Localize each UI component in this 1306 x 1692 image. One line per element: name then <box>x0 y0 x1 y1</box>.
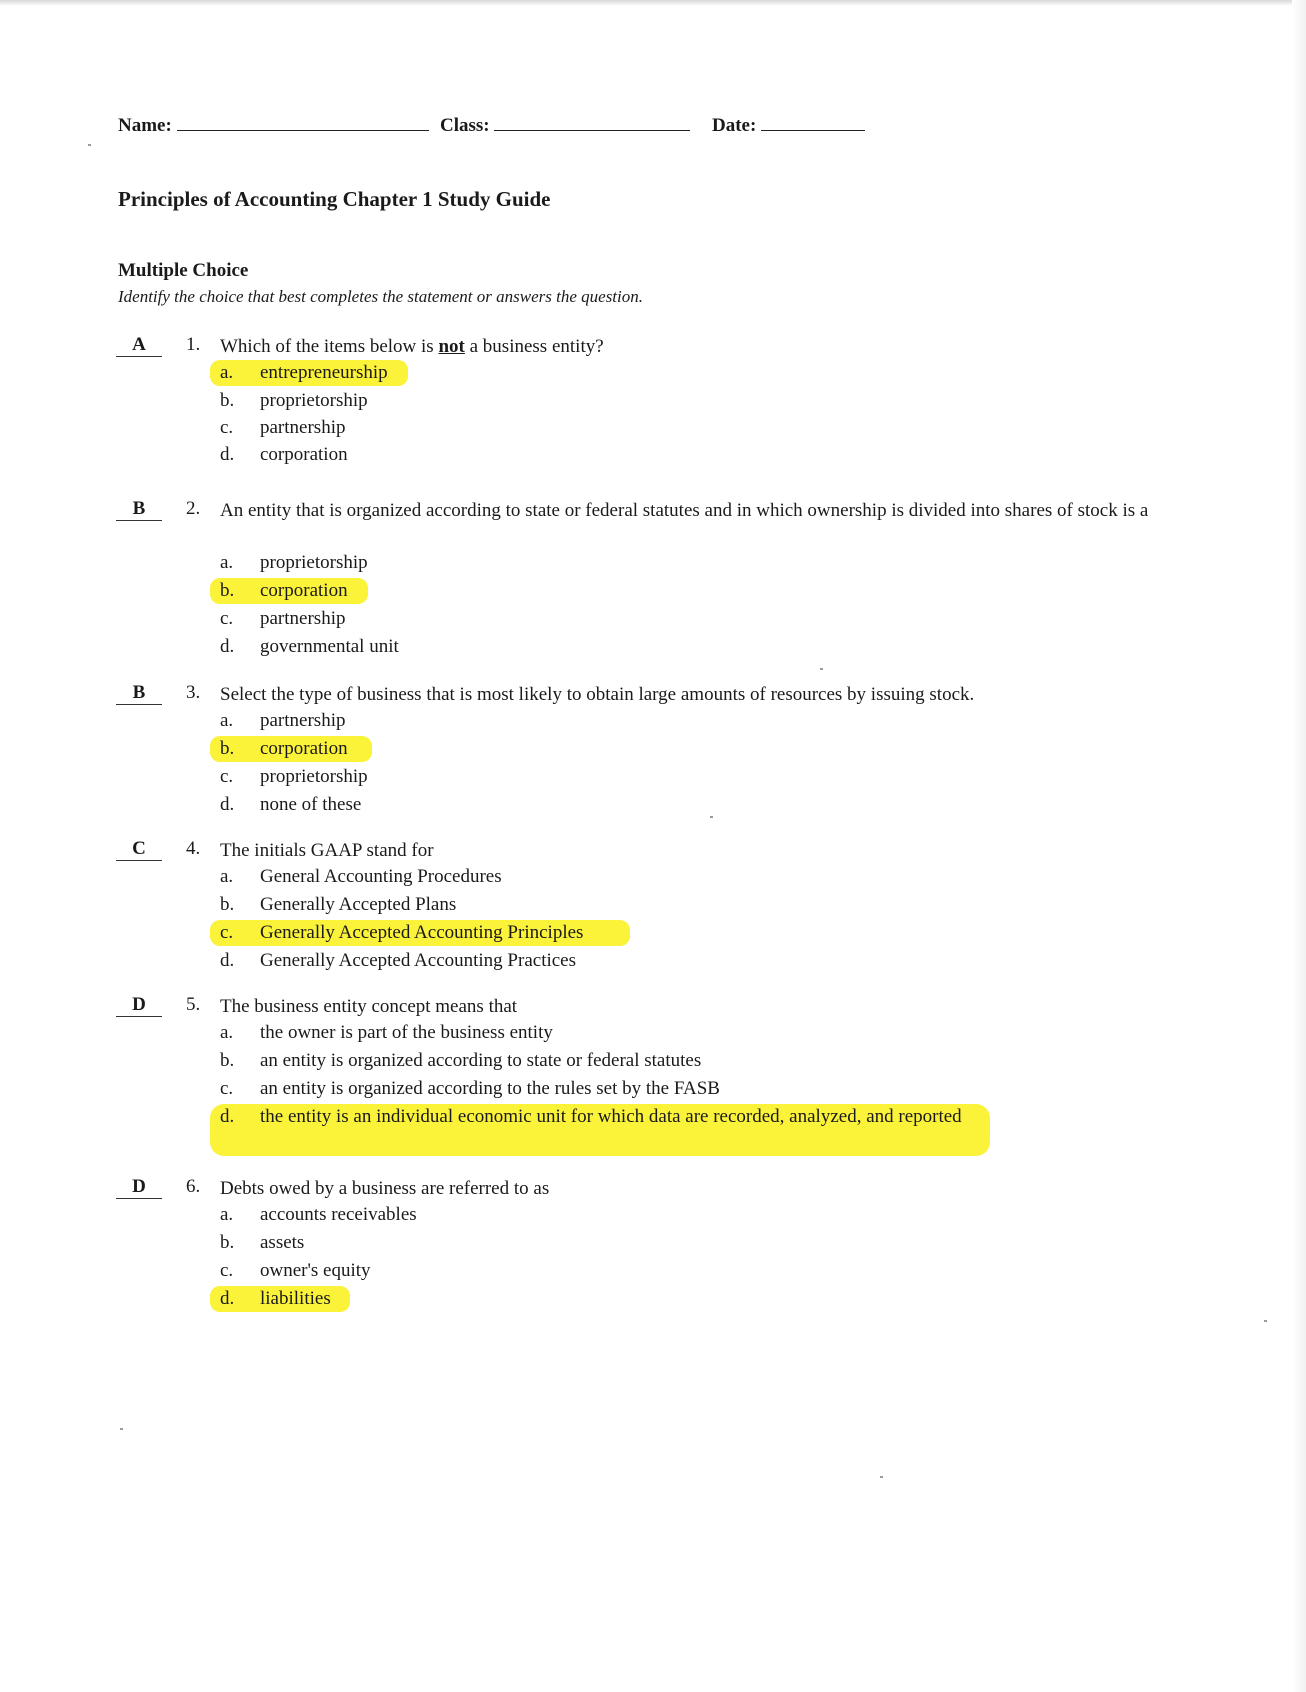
choice-letter: b. <box>220 894 235 915</box>
name-blank <box>177 114 429 131</box>
choice-letter: c. <box>220 1078 234 1099</box>
choice-letter: c. <box>220 417 234 438</box>
question-text: Select the type of business that is most likely to obtain large amounts of resources by issuing stock. <box>220 684 975 705</box>
choice-text: Generally Accepted Plans <box>260 894 457 915</box>
scan-edge-right <box>1292 0 1306 1692</box>
scan-speck <box>880 1476 883 1478</box>
section-instructions: Identify the choice that best completes the statement or answers the question. <box>118 287 643 306</box>
class-label: Class: <box>440 115 490 136</box>
question-text: The business entity concept means that <box>220 996 518 1017</box>
scan-speck <box>120 1428 123 1430</box>
emphasis-word: not <box>438 336 465 357</box>
choice-letter: a. <box>220 1204 234 1225</box>
choice-letter: d. <box>220 1288 235 1309</box>
choice-letter: a. <box>220 552 234 573</box>
choice-letter: d. <box>220 1106 235 1127</box>
choice-text: an entity is organized according to the rules set by the FASB <box>260 1078 720 1099</box>
choice-text: proprietorship <box>260 390 368 411</box>
question-text <box>220 334 1180 359</box>
class-blank <box>494 114 690 131</box>
choice-text: assets <box>260 1232 305 1253</box>
answer-key: A <box>116 334 162 357</box>
choice-text: governmental unit <box>260 636 399 657</box>
answer-key: D <box>116 994 162 1017</box>
choice-text: none of these <box>260 794 362 815</box>
question-number: 3. <box>186 682 201 703</box>
answer-key: B <box>116 498 162 521</box>
question-number: 6. <box>186 1176 201 1197</box>
name-field <box>118 114 429 137</box>
choice-letter: d. <box>220 794 235 815</box>
choice-text: owner's equity <box>260 1260 371 1281</box>
choice-letter: b. <box>220 1232 235 1253</box>
choice-letter: c. <box>220 922 234 943</box>
choice-text: corporation <box>260 444 348 465</box>
question-text: The initials GAAP stand for <box>220 840 434 861</box>
question-number: 1. <box>186 334 201 355</box>
page-title: Principles of Accounting Chapter 1 Study Guide <box>118 187 551 211</box>
question-number: 2. <box>186 498 201 519</box>
choice-text: Generally Accepted Accounting Practices <box>260 950 577 971</box>
class-field <box>440 114 690 137</box>
choice-text: proprietorship <box>260 552 368 573</box>
section-heading: Multiple Choice <box>118 260 249 281</box>
question-text: Debts owed by a business are referred to as <box>220 1178 550 1199</box>
scan-speck <box>710 816 713 818</box>
choice-letter: d. <box>220 950 235 971</box>
choice-letter: a. <box>220 710 234 731</box>
scan-edge <box>0 0 1306 6</box>
name-label: Name: <box>118 115 172 136</box>
choice-letter: a. <box>220 1022 234 1043</box>
choice-text: partnership <box>260 608 346 629</box>
scan-speck <box>88 144 91 146</box>
choice-letter: c. <box>220 766 234 787</box>
choice-letter: c. <box>220 1260 234 1281</box>
choice-text: proprietorship <box>260 766 368 787</box>
choice-text: corporation <box>260 580 348 601</box>
choice-letter: b. <box>220 1050 235 1071</box>
choice-letter: b. <box>220 738 235 759</box>
choice-text: the owner is part of the business entity <box>260 1022 553 1043</box>
question-number: 4. <box>186 838 201 859</box>
question-text-start: Which of the items below is <box>220 336 439 357</box>
date-label: Date: <box>712 115 757 136</box>
choice-text: liabilities <box>260 1288 331 1309</box>
choice-letter: d. <box>220 444 235 465</box>
date-blank <box>761 114 865 131</box>
answer-key: C <box>116 838 162 861</box>
choice-text: General Accounting Procedures <box>260 866 502 887</box>
choice-text: an entity is organized according to state or federal statutes <box>260 1050 702 1071</box>
choice-text: Generally Accepted Accounting Principles <box>260 922 584 943</box>
question-number: 5. <box>186 994 201 1015</box>
choice-text: partnership <box>260 417 346 438</box>
choice-text: entrepreneurship <box>260 362 388 383</box>
choice-letter: d. <box>220 636 235 657</box>
scan-speck <box>820 668 823 670</box>
question-text-end: a business entity? <box>464 336 604 357</box>
choice-letter: b. <box>220 580 235 601</box>
choice-text: partnership <box>260 710 346 731</box>
choice-letter: b. <box>220 390 235 411</box>
question-text: An entity that is organized according to state or federal statutes and in which ownership is divided into shares of stock is a <box>220 500 1149 521</box>
date-field <box>712 114 865 137</box>
choice-letter: a. <box>220 362 234 383</box>
choice-text: accounts receivables <box>260 1204 417 1225</box>
choice-text: the entity is an individual economic unit for which data are recorded, analyzed, and reported <box>260 1106 962 1127</box>
choice-letter: a. <box>220 866 234 887</box>
choice-text: corporation <box>260 738 348 759</box>
answer-key: D <box>116 1176 162 1199</box>
scan-speck <box>1264 1320 1267 1322</box>
answer-key: B <box>116 682 162 705</box>
choice-letter: c. <box>220 608 234 629</box>
